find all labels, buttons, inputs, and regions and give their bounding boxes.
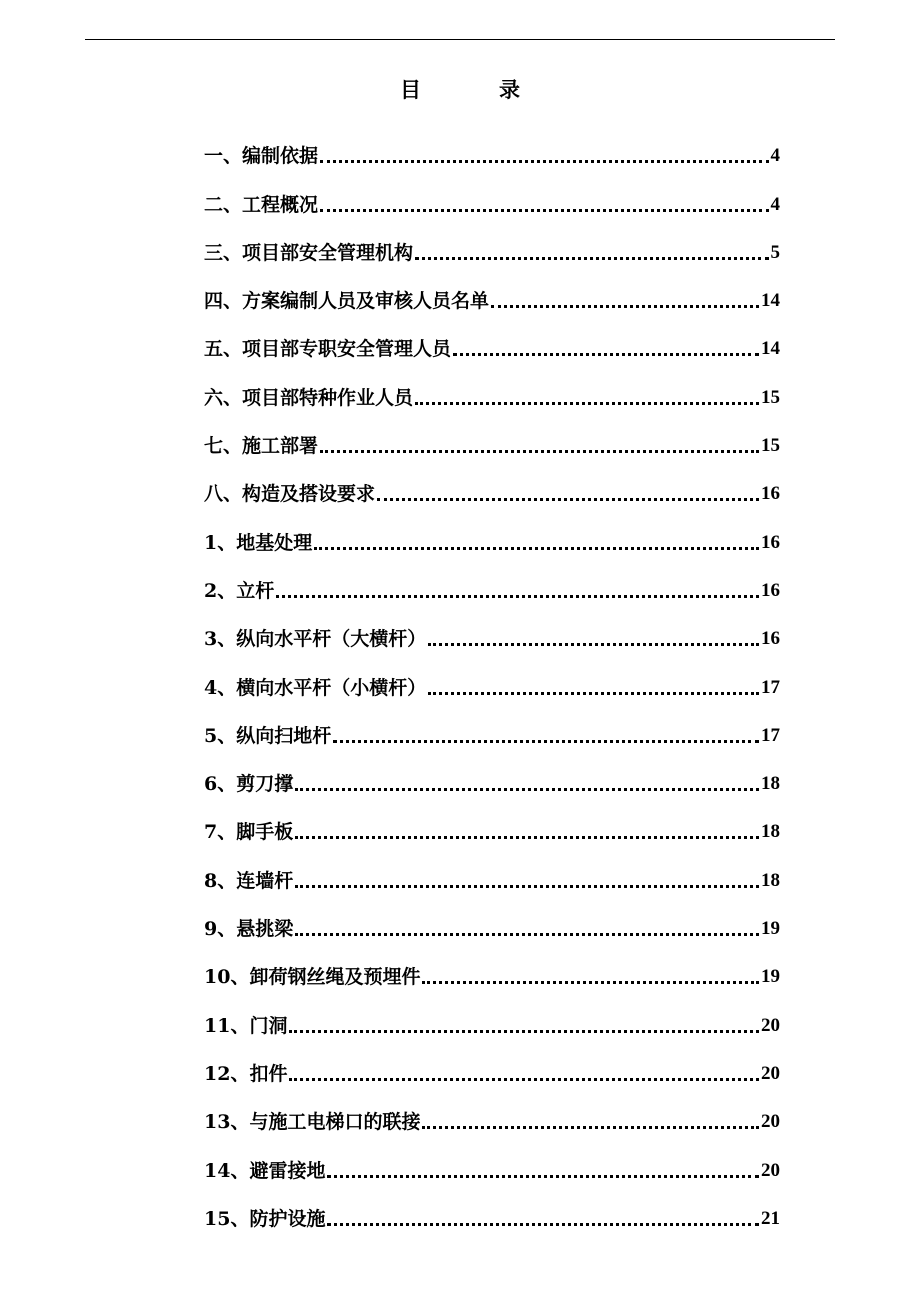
header-rule xyxy=(85,39,835,40)
toc-dot-leader xyxy=(295,885,759,888)
toc-page-number: 20 xyxy=(761,1014,780,1036)
toc-entry[interactable] xyxy=(204,168,780,216)
toc-entry-label: 7、脚手板 xyxy=(204,821,294,844)
toc-entry-label: 五、项目部专职安全管理人员 xyxy=(204,338,452,361)
toc-dot-leader xyxy=(320,450,759,453)
toc-page-number: 4 xyxy=(770,145,780,167)
toc-page-number: 16 xyxy=(761,628,780,650)
toc-entry-label: 12、扣件 xyxy=(204,1062,288,1085)
toc-page-number: 15 xyxy=(761,386,780,408)
toc-entry[interactable] xyxy=(204,313,780,361)
toc-dot-leader xyxy=(320,209,768,212)
toc-entry-label: 4、横向水平杆（小横杆） xyxy=(204,676,427,699)
toc-entry[interactable] xyxy=(204,1183,780,1231)
toc-page-number: 20 xyxy=(761,1159,780,1181)
toc-entry-label: 七、施工部署 xyxy=(204,435,319,458)
toc-title-char-1: 目 xyxy=(400,77,421,102)
toc-page-number: 18 xyxy=(761,869,780,891)
toc-entry[interactable] xyxy=(204,410,780,458)
toc-dot-leader xyxy=(428,643,759,646)
toc-page-number: 19 xyxy=(761,966,780,988)
toc-entry[interactable] xyxy=(204,1086,780,1134)
toc-entry[interactable] xyxy=(204,458,780,506)
toc-dot-leader xyxy=(428,692,759,695)
toc-entry[interactable] xyxy=(204,748,780,796)
toc-page-number: 16 xyxy=(761,579,780,601)
toc-entry-label: 15、防护设施 xyxy=(204,1207,326,1230)
toc-dot-leader xyxy=(327,1223,759,1226)
toc-entry-label: 八、构造及搭设要求 xyxy=(204,483,376,506)
toc-entry[interactable] xyxy=(204,1134,780,1182)
toc-entry[interactable] xyxy=(204,844,780,892)
toc-entry-label: 8、连墙杆 xyxy=(204,869,294,892)
toc-page-number: 17 xyxy=(761,676,780,698)
toc-page-number: 14 xyxy=(761,338,780,360)
toc-entry-label: 11、门洞 xyxy=(204,1014,288,1037)
toc-dot-leader xyxy=(276,595,759,598)
toc-dot-leader xyxy=(295,933,759,936)
toc-dot-leader xyxy=(422,981,759,984)
toc-entry[interactable] xyxy=(204,700,780,748)
toc-page-number: 20 xyxy=(761,1111,780,1133)
toc-title-char-2: 录 xyxy=(499,77,520,102)
toc-entry-label: 二、工程概况 xyxy=(204,193,319,216)
toc-entry-label: 1、地基处理 xyxy=(204,531,313,554)
toc-page-number: 15 xyxy=(761,435,780,457)
toc-page-number: 18 xyxy=(761,773,780,795)
toc-entry-label: 14、避雷接地 xyxy=(204,1159,326,1182)
toc-entry-label: 9、悬挑梁 xyxy=(204,918,294,941)
toc-dot-leader xyxy=(327,1175,759,1178)
toc-entry[interactable] xyxy=(204,651,780,699)
toc-page-number: 16 xyxy=(761,483,780,505)
toc-entry[interactable] xyxy=(204,603,780,651)
toc-entry[interactable] xyxy=(204,796,780,844)
toc-dot-leader xyxy=(295,788,759,791)
toc-entry[interactable] xyxy=(204,1038,780,1086)
toc-entry[interactable] xyxy=(204,893,780,941)
toc-entry-label: 一、编制依据 xyxy=(204,145,319,168)
toc-entry-label: 四、方案编制人员及审核人员名单 xyxy=(204,290,490,313)
toc-page-number: 19 xyxy=(761,918,780,940)
toc-dot-leader xyxy=(289,1078,759,1081)
toc-entry-label: 5、纵向扫地杆 xyxy=(204,724,332,747)
toc-entry[interactable] xyxy=(204,217,780,265)
toc-dot-leader xyxy=(320,160,768,163)
toc-entry[interactable] xyxy=(204,120,780,168)
toc-dot-leader xyxy=(422,1126,759,1129)
toc-page-number: 4 xyxy=(770,193,780,215)
toc-entry-label: 六、项目部特种作业人员 xyxy=(204,386,414,409)
toc-entry[interactable] xyxy=(204,555,780,603)
toc-entry[interactable] xyxy=(204,265,780,313)
toc-dot-leader xyxy=(333,740,759,743)
toc-entry-label: 2、立杆 xyxy=(204,579,275,602)
toc-page-number: 17 xyxy=(761,724,780,746)
toc-page-number: 5 xyxy=(770,241,780,263)
toc-page-number: 20 xyxy=(761,1062,780,1084)
toc-page-number: 21 xyxy=(761,1207,780,1229)
toc-page-number: 18 xyxy=(761,821,780,843)
toc-dot-leader xyxy=(415,402,759,405)
toc-page-number: 16 xyxy=(761,531,780,553)
toc-dot-leader xyxy=(377,498,759,501)
toc-dot-leader xyxy=(314,547,759,550)
toc-entry-label: 三、项目部安全管理机构 xyxy=(204,241,414,264)
toc-entry[interactable] xyxy=(204,361,780,409)
toc-dot-leader xyxy=(491,305,759,308)
toc-dot-leader xyxy=(295,836,759,839)
toc-dot-leader xyxy=(453,353,759,356)
toc-entry[interactable] xyxy=(204,941,780,989)
toc-entry-label: 13、与施工电梯口的联接 xyxy=(204,1111,421,1134)
toc-dot-leader xyxy=(415,257,768,260)
toc-dot-leader xyxy=(289,1030,759,1033)
toc-title xyxy=(0,76,920,104)
toc-entry[interactable] xyxy=(204,989,780,1037)
toc-entry-label: 10、卸荷钢丝绳及预埋件 xyxy=(204,966,421,989)
toc-page-number: 14 xyxy=(761,290,780,312)
toc-entry-label: 6、剪刀撑 xyxy=(204,773,294,796)
toc-entry-label: 3、纵向水平杆（大横杆） xyxy=(204,628,427,651)
toc-entry[interactable] xyxy=(204,506,780,554)
toc-list xyxy=(204,120,780,1231)
